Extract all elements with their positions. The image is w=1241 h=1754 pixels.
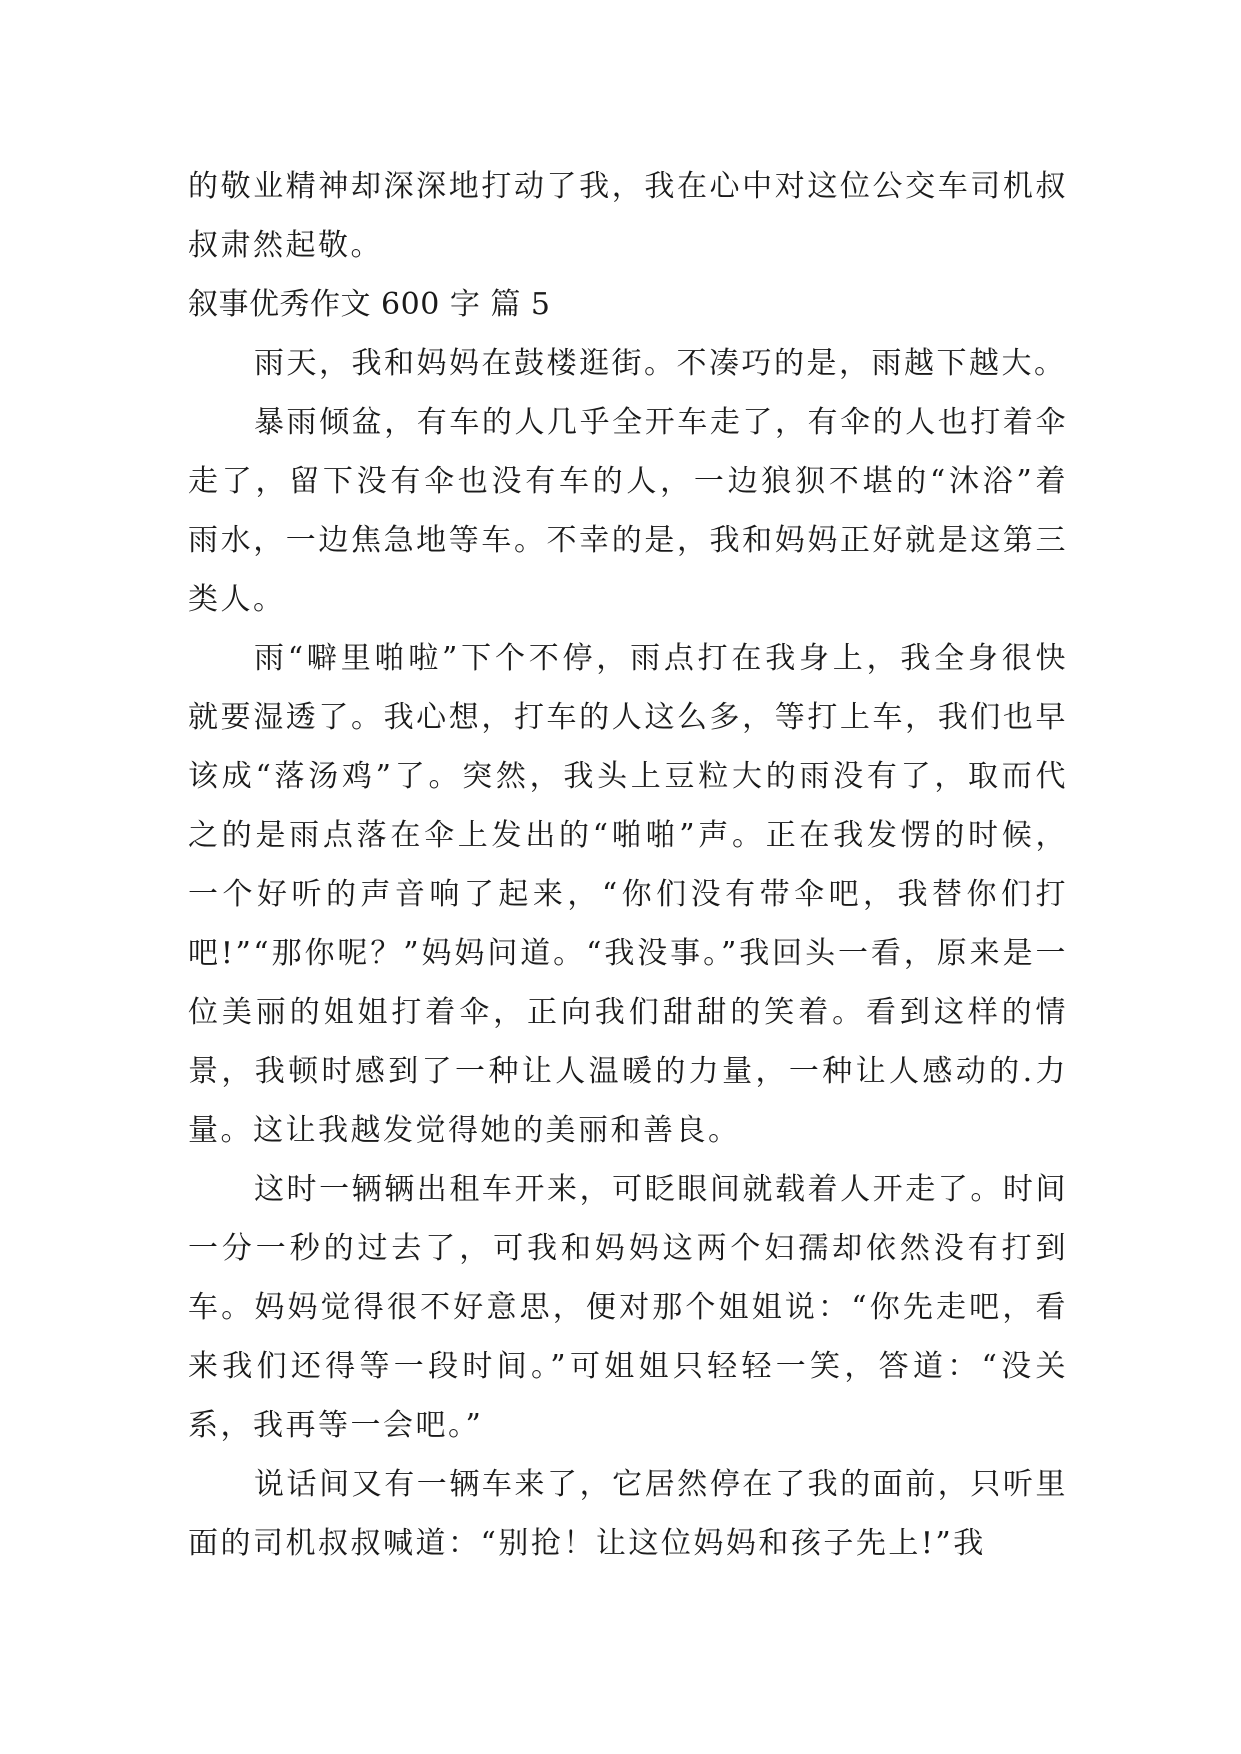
paragraph-2: 暴雨倾盆，有车的人几乎全开车走了，有伞的人也打着伞走了，留下没有伞也没有车的人，一边狼狈不堪的“沐浴”着雨水，一边焦急地等车。不幸的是，我和妈妈正好就是这第三类人。 (188, 405, 1068, 617)
paragraph-1: 雨天，我和妈妈在鼓楼逛街。不凑巧的是，雨越下越大。 (254, 346, 1067, 381)
continuation-paragraph: 的敬业精神却深深地打动了我，我在心中对这位公交车司机叔叔肃然起敬。 (188, 169, 1068, 263)
document-body (188, 157, 1068, 1573)
paragraph-3: 雨“噼里啪啦”下个不停，雨点打在我身上，我全身很快就要湿透了。我心想，打车的人这么多，等打上车，我们也早该成“落汤鸡”了。突然，我头上豆粒大的雨没有了，取而代之的是雨点落在伞上发出的“啪啪”声。正在我发愣的时候，一个好听的声音响了起来，“你们没有带伞吧，我替你们打吧!”“那你呢？”妈妈问道。“我没事。”我回头一看，原来是一位美丽的姐姐打着伞，正向我们甜甜的笑着。看到这样的情景，我顿时感到了一种让人温暖的力量，一种让人感动的.力量。这让我越发觉得她的美丽和善良。 (188, 641, 1068, 1148)
essay-heading: 叙事优秀作文 600 字 篇 5 (188, 287, 551, 322)
paragraph-4: 这时一辆辆出租车开来，可眨眼间就载着人开走了。时间一分一秒的过去了，可我和妈妈这两个妇孺却依然没有打到车。妈妈觉得很不好意思，便对那个姐姐说：“你先走吧，看来我们还得等一段时间。”可姐姐只轻轻一笑，答道：“没关系，我再等一会吧。” (188, 1172, 1068, 1443)
paragraph-5: 说话间又有一辆车来了，它居然停在了我的面前，只听里面的司机叔叔喊道：“别抢！让这位妈妈和孩子先上!”我 (188, 1467, 1068, 1561)
